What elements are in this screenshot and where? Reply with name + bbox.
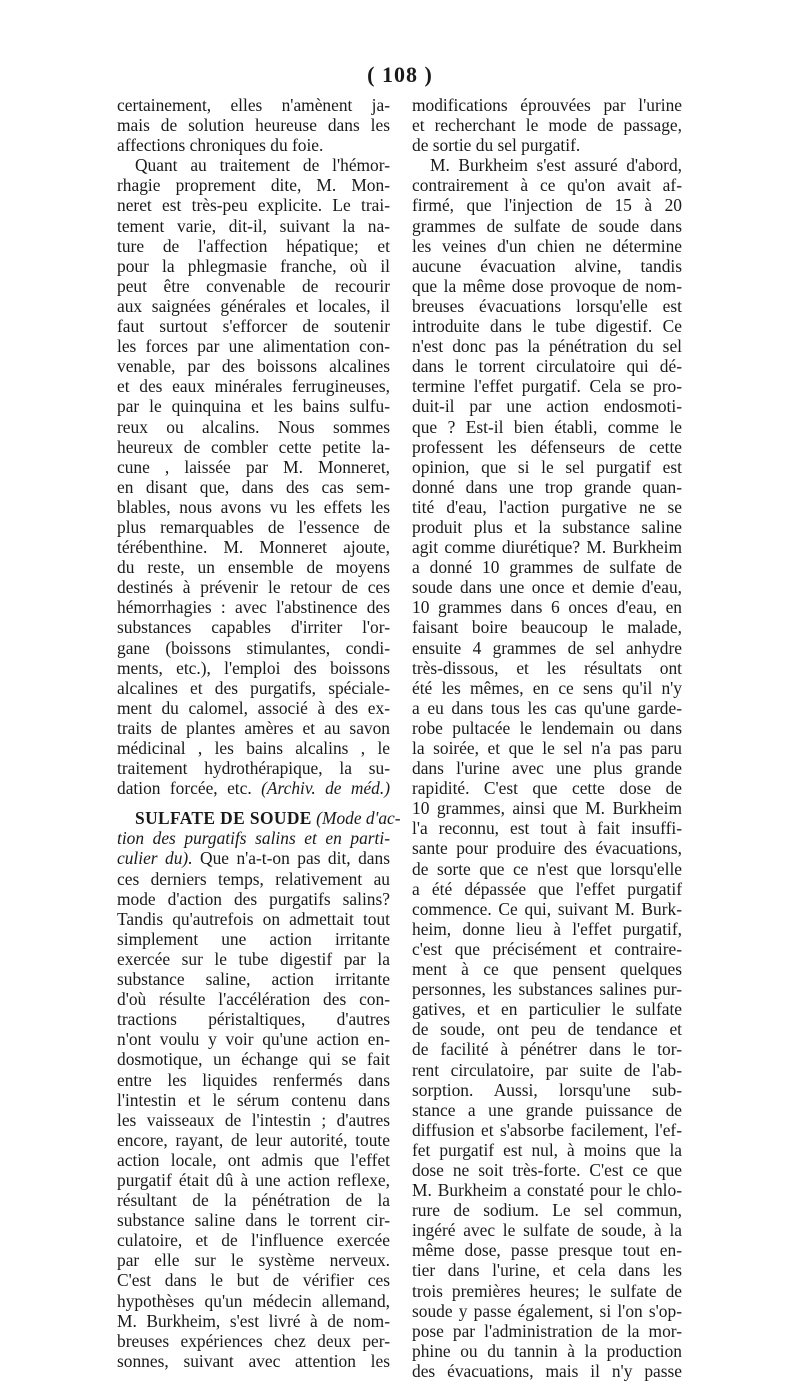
text-line: substances capables d'irriter l'or-	[117, 617, 390, 638]
text-line: cune , laissée par M. Monneret,	[117, 456, 390, 477]
text-line: l'a reconnu, est tout à fait insuffi-	[412, 818, 682, 839]
text-line: C'est dans le but de vérifier ces	[117, 1270, 390, 1291]
text-line: n'ont voulu y voir qu'une action en-	[117, 1029, 390, 1050]
text-line: entre les liquides renfermés dans	[117, 1069, 390, 1090]
text-line	[117, 778, 390, 798]
text-line: fet purgatif est nul, à moins que la	[412, 1139, 682, 1160]
text-line: traitement hydrothérapique, la su-	[117, 758, 390, 779]
text-line: en disant que, dans des cas sem-	[117, 476, 390, 497]
text-line: médicinal , les bains alcalins , le	[117, 738, 390, 758]
text-line: ensuite 4 grammes de sel anhydre	[412, 637, 682, 658]
text-line: contrairement à ce qu'on avait af-	[412, 175, 682, 196]
right-column	[412, 95, 682, 1381]
text-line: donné dans une trop grande quan-	[412, 476, 682, 497]
text-line: commence. Ce qui, suivant M. Burk-	[412, 898, 682, 919]
text-line: les veines d'un chien ne détermine	[412, 235, 682, 256]
text-line: de sortie du sel purgatif.	[412, 135, 581, 156]
text-fragment: dation forcée, etc.	[117, 778, 252, 799]
text-line: rure de sodium. Le sel commun,	[412, 1200, 682, 1221]
text-fragment: Que n'a-t-on pas dit, dans	[200, 848, 390, 869]
text-line: ments, etc.), l'emploi des boissons	[117, 657, 390, 678]
section-heading-line	[117, 808, 401, 829]
text-line: faisant boire beaucoup le malade,	[412, 617, 682, 638]
text-line: robe pultacée le lendemain ou dans	[412, 717, 682, 738]
text-line: encore, rayant, de leur autorité, toute	[117, 1129, 390, 1150]
text-line: ment à ce que pensent quelques	[412, 959, 682, 980]
page-number: ( 108 )	[367, 62, 433, 87]
text-line: les vaisseaux de l'intestin ; d'autres	[117, 1109, 390, 1130]
text-line: reux ou alcalins. Nous sommes	[117, 416, 390, 437]
text-line: ingéré avec le sulfate de soude, à la	[412, 1220, 682, 1241]
paragraph-spacer	[117, 798, 390, 808]
text-line: de soude, ont peu de tendance et	[412, 1019, 682, 1040]
text-line: pose par l'administration de la mor-	[412, 1320, 682, 1341]
text-line: substance saline, action irritante	[117, 969, 390, 990]
section-subtitle: tion des purgatifs salins et en parti-	[117, 828, 390, 849]
text-line: peut être convenable de recourir	[117, 275, 390, 296]
text-line: et recherchant le mode de passage,	[412, 115, 682, 136]
text-line: d'où résulte l'accélération des con-	[117, 989, 390, 1010]
text-line: été les mêmes, en ce sens qu'il n'y	[412, 677, 682, 698]
text-line: exercée sur le tube digestif par la	[117, 948, 390, 969]
left-column	[117, 95, 401, 1371]
text-line: n'est donc pas la pénétration du sel	[412, 336, 682, 357]
text-line: par elle sur le système nerveux.	[117, 1250, 390, 1271]
text-line: certainement, elles n'amènent ja-	[117, 95, 390, 115]
text-line: pour la phlegmasie franche, où il	[117, 255, 390, 276]
text-line: Quant au traitement de l'hémor-	[135, 155, 390, 176]
text-line: a été dépassée que l'effet purgatif	[412, 878, 682, 899]
text-line: soude y passe également, si l'on s'op-	[412, 1300, 682, 1321]
text-line: trois premières heures; le sulfate de	[412, 1280, 682, 1301]
text-line: c'est que précisément et contraire-	[412, 938, 682, 959]
text-line: faut surtout s'efforcer de soutenir	[117, 316, 390, 337]
text-line: 10 grammes dans 6 onces d'eau, en	[412, 597, 682, 618]
text-line: alcalines et des purgatifs, spéciale-	[117, 677, 390, 698]
text-line: personnes, les substances salines pur-	[412, 979, 682, 1000]
text-line: gatives, et en particulier le sulfate	[412, 999, 682, 1020]
text-line: et des eaux minérales ferrugineuses,	[117, 376, 390, 397]
text-line: termine l'effet purgatif. Cela se pro-	[412, 376, 682, 397]
text-line: breuses expériences chez deux per-	[117, 1330, 390, 1351]
text-line: stance a une grande puissance de	[412, 1099, 682, 1120]
text-line: soude dans une once et demie d'eau,	[412, 577, 682, 598]
text-line: tité d'eau, l'action purgative ne se	[412, 496, 682, 517]
text-line: l'intestin et le sérum contenu dans	[117, 1089, 390, 1110]
text-line: que la même dose provoque de nom-	[412, 275, 682, 296]
section-heading: SULFATE DE SOUDE	[135, 808, 312, 829]
text-line: modifications éprouvées par l'urine	[412, 95, 682, 115]
text-line: destinés à prévenir le retour de ces	[117, 577, 390, 598]
text-line: neret est très-peu explicite. Le trai-	[117, 195, 390, 216]
text-line: ment du calomel, associé à des ex-	[117, 697, 390, 718]
text-line: substance saline dans le torrent cir-	[117, 1210, 390, 1231]
text-line: tier dans l'urine, et cela dans les	[412, 1260, 682, 1281]
text-line: que ? Est-il bien établi, comme le	[412, 416, 682, 437]
text-line: grammes de sulfate de soude dans	[412, 215, 682, 236]
text-line: mode d'action des purgatifs salins?	[117, 888, 390, 909]
text-line: ture de l'affection hépatique; et	[117, 235, 390, 256]
text-line: M. Burkheim, s'est livré à de nom-	[117, 1310, 390, 1331]
text-line: venable, par des boissons alcalines	[117, 356, 390, 377]
text-line: les forces par une alimentation con-	[117, 336, 390, 357]
text-line: térébenthine. M. Monneret ajoute,	[117, 537, 390, 558]
text-line: dans le torrent circulatoire qui dé-	[412, 356, 682, 377]
text-line: action locale, ont admis que l'effet	[117, 1149, 390, 1170]
text-line: simplement une action irritante	[117, 928, 390, 949]
text-line: par le quinquina et les bains sulfu-	[117, 396, 390, 417]
text-line: blables, nous avons vu les effets les	[117, 496, 390, 517]
text-line: Tandis qu'autrefois on admettait tout	[117, 908, 390, 929]
text-line: diffusion et s'absorbe facilement, l'ef-	[412, 1119, 682, 1140]
text-line: opinion, que si le sel purgatif est	[412, 456, 682, 477]
text-line: dans l'urine avec une plus grande	[412, 758, 682, 779]
text-line: produit plus et la substance saline	[412, 516, 682, 537]
text-line: de facilité à pénétrer dans le tor-	[412, 1039, 682, 1060]
text-line: de sorte que ce n'est que lorsqu'elle	[412, 858, 682, 879]
text-line: phine ou du tannin à la production	[412, 1340, 682, 1361]
text-line: traits de plantes amères et au savon	[117, 717, 390, 738]
text-line: dosmotique, un échange qui se fait	[117, 1049, 390, 1070]
text-line: aucune évacuation alvine, tandis	[412, 255, 682, 276]
text-line: plus remarquables de l'essence de	[117, 516, 390, 537]
text-line: affections chroniques du foie.	[117, 135, 324, 156]
section-subtitle: culier du).	[117, 848, 193, 869]
text-line: heureux de combler cette petite la-	[117, 436, 390, 457]
text-line: professent les défenseurs de cette	[412, 436, 682, 457]
text-line: a eu dans tous les cas qu'une garde-	[412, 697, 682, 718]
text-line: sante pour produire des évacuations,	[412, 838, 682, 859]
text-line: purgatif était dû à une action reflexe,	[117, 1169, 390, 1190]
source-citation: (Archiv. de méd.)	[261, 778, 391, 799]
section-subtitle: (Mode d'ac-	[316, 808, 401, 829]
text-line: agit comme diurétique? M. Burkheim	[412, 537, 682, 558]
text-line: rapidité. C'est que cette dose de	[412, 778, 682, 799]
text-line: 10 grammes, ainsi que M. Burkheim	[412, 798, 682, 819]
text-line: aux saignées générales et locales, il	[117, 295, 390, 316]
text-line: M. Burkheim s'est assuré d'abord,	[430, 155, 682, 176]
text-line: introduite dans le tube digestif. Ce	[412, 316, 682, 337]
text-line: ces derniers temps, relativement au	[117, 868, 390, 889]
text-line: gane (boissons stimulantes, condi-	[117, 637, 390, 658]
text-line: du reste, un ensemble de moyens	[117, 557, 390, 578]
text-line: tement varie, dit-il, suivant la na-	[117, 215, 390, 236]
text-line: heim, donne lieu à l'effet purgatif,	[412, 918, 682, 939]
text-line: très-dissous, et les résultats ont	[412, 657, 682, 678]
text-line: résultant de la pénétration de la	[117, 1190, 390, 1211]
text-line: a donné 10 grammes de sulfate de	[412, 557, 682, 578]
text-line: dose ne soit très-forte. C'est ce que	[412, 1159, 682, 1180]
text-line: hémorrhagies : avec l'abstinence des	[117, 597, 390, 618]
text-line: M. Burkheim a constaté pour le chlo-	[412, 1180, 682, 1201]
text-line: rent circulatoire, par suite de l'ab-	[412, 1059, 682, 1080]
text-line: mais de solution heureuse dans les	[117, 115, 390, 136]
text-line: sorption. Aussi, lorsqu'une sub-	[412, 1079, 682, 1100]
text-line: même dose, passe presque tout en-	[412, 1240, 682, 1261]
text-line: tractions péristaltiques, d'autres	[117, 1009, 390, 1030]
text-line: hypothèses qu'un médecin allemand,	[117, 1290, 390, 1311]
text-line: la soirée, et que le sel n'a pas paru	[412, 738, 682, 758]
text-line: des évacuations, mais il n'y passe	[412, 1360, 682, 1381]
text-line: culatoire, et de l'influence exercée	[117, 1230, 390, 1251]
text-line: rhagie proprement dite, M. Mon-	[117, 175, 390, 196]
text-line	[117, 848, 390, 868]
text-line: duit-il par une action endosmoti-	[412, 396, 682, 417]
text-line: firmé, que l'injection de 15 à 20	[412, 195, 682, 216]
text-line: breuses évacuations lorsqu'elle est	[412, 295, 682, 316]
text-line: sonnes, suivant avec attention les	[117, 1350, 390, 1371]
